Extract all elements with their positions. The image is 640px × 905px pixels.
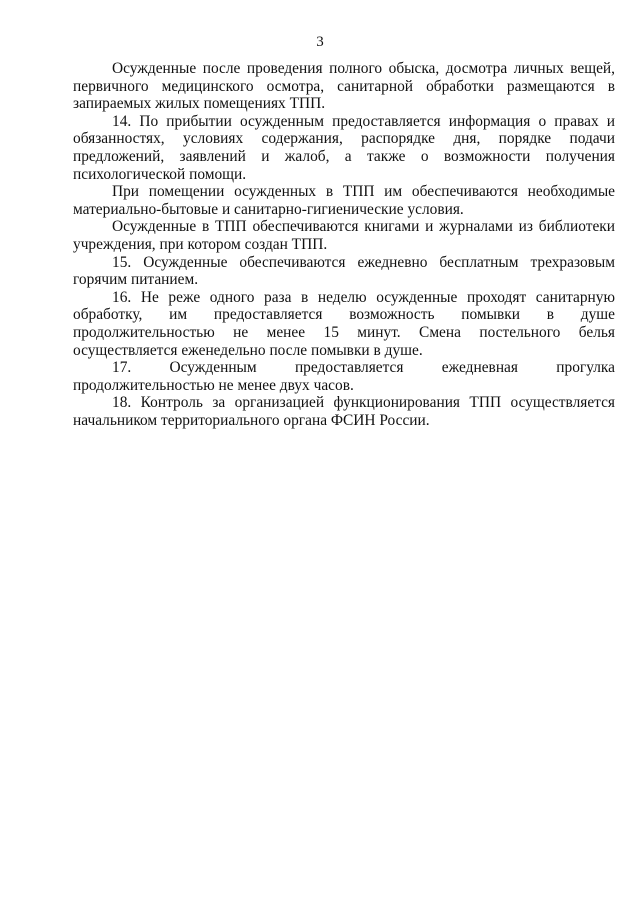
paragraph-library: Осужденные в ТПП обеспечиваются книгами и журналами из библиотеки учреждения, при котором создан ТПП. — [73, 218, 615, 253]
page-number: 3 — [316, 34, 324, 50]
paragraph-18-control: 18. Контроль за организацией функционирования ТПП осуществляется начальником территориального органа ФСИН России. — [73, 394, 615, 429]
document-body — [73, 60, 615, 429]
paragraph-17-walk: 17. Осужденным предоставляется ежедневная прогулка продолжительностью не менее двух часов. — [73, 359, 615, 394]
paragraph-placement: Осужденные после проведения полного обыска, досмотра личных вещей, первичного медицинского осмотра, санитарной обработки размещаются в запираемых жилых помещениях ТПП. — [73, 60, 615, 113]
paragraph-14-information: 14. По прибытии осужденным предоставляется информация о правах и обязанностях, условиях содержания, распорядке дня, порядке подачи предложений, заявлений и жалоб, а также о возможности получения психологической помощи. — [73, 112, 615, 183]
paragraph-living-conditions: При помещении осужденных в ТПП им обеспечиваются необходимые материально-бытовые и санитарно-гигиенические условия. — [73, 183, 615, 218]
paragraph-15-meals: 15. Осужденные обеспечиваются ежедневно бесплатным трехразовым горячим питанием. — [73, 253, 615, 289]
paragraph-16-sanitation: 16. Не реже одного раза в неделю осужденные проходят санитарную обработку, им предоставляется возможность помывки в душе продолжительностью не менее 15 минут. Смена постельного белья осуществляется еженедельно после помывки в душе. — [73, 288, 615, 359]
